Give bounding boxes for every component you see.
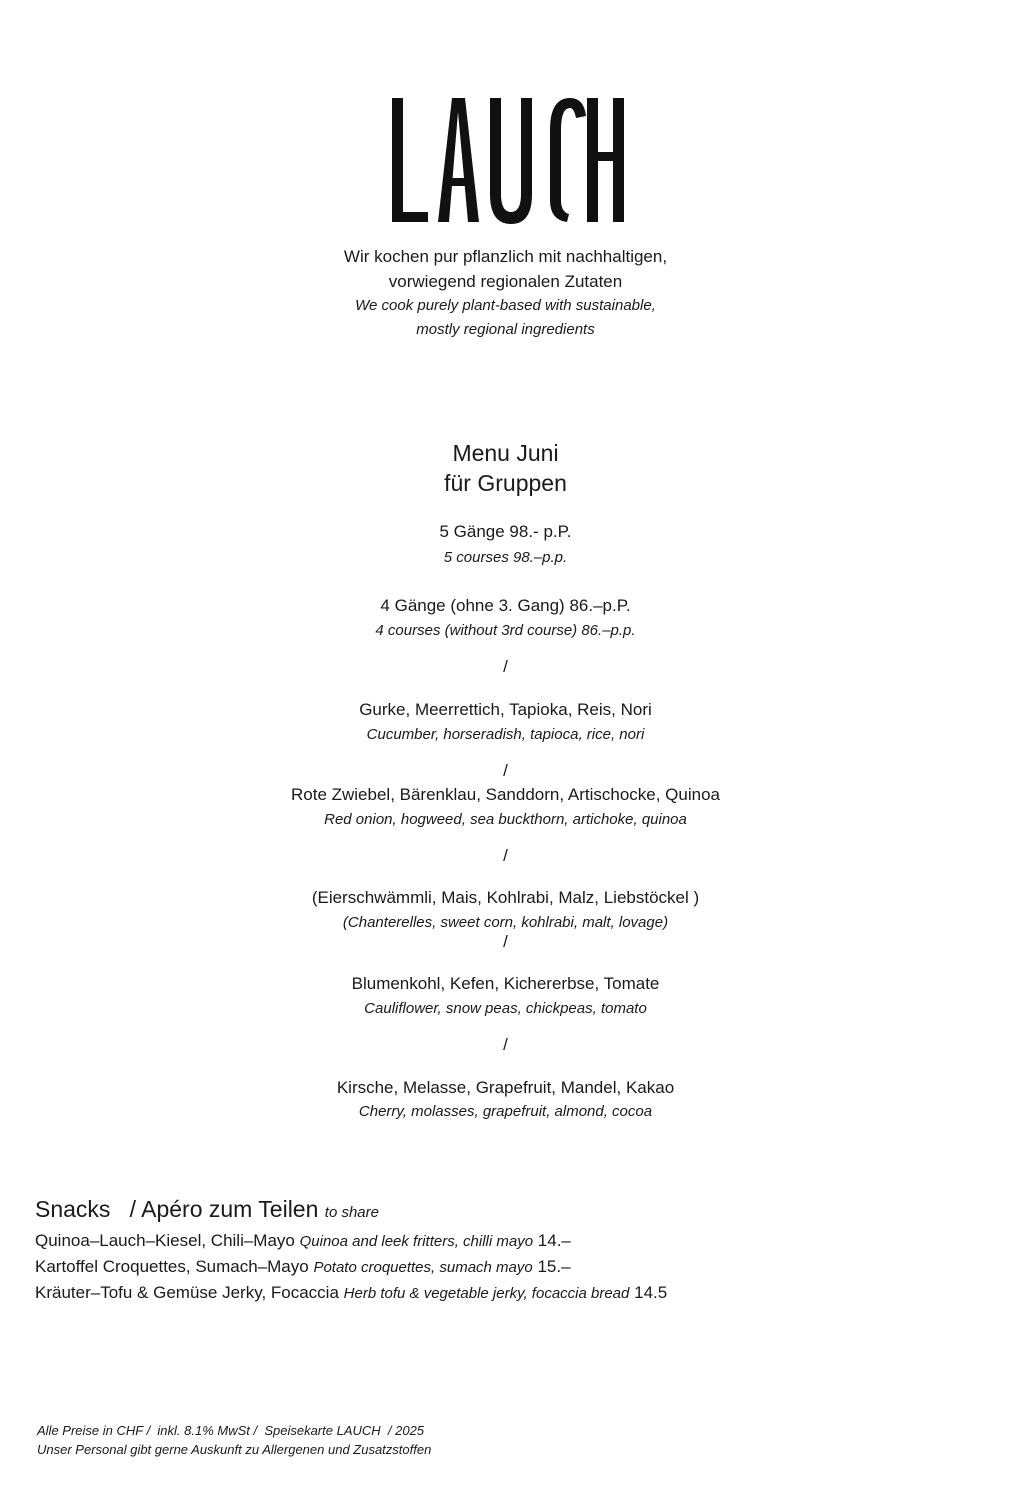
- menu-title: [0, 438, 1011, 498]
- course-2-en: Red onion, hogweed, sea buckthorn, artichoke, quinoa: [324, 811, 687, 828]
- tagline: [0, 244, 1011, 342]
- lauch-logo-wordmark: [386, 92, 626, 227]
- snack-item: [35, 1228, 667, 1254]
- course-3-en: (Chanterelles, sweet corn, kohlrabi, malt, lovage): [342, 914, 669, 931]
- price-5-courses-de: 5 Gänge 98.- p.P.: [439, 522, 572, 541]
- course-3-de: (Eierschwämmli, Mais, Kohlrabi, Malz, Liebstöckel ): [311, 888, 700, 907]
- tagline-de-line-2: vorwiegend regionalen Zutaten: [388, 272, 623, 291]
- tagline-en-line-2: mostly regional ingredients: [416, 321, 595, 338]
- menu-title-line-1: Menu Juni: [452, 440, 559, 466]
- course-5-en: Cherry, molasses, grapefruit, almond, cocoa: [358, 1103, 653, 1120]
- price-4-courses-de: 4 Gänge (ohne 3. Gang) 86.–p.P.: [380, 596, 631, 615]
- snacks-section: [35, 1194, 667, 1306]
- course-1-de: Gurke, Meerrettich, Tapioka, Reis, Nori: [359, 700, 652, 719]
- snack-item-de: Quinoa–Lauch–Kiesel, Chili–Mayo: [35, 1231, 295, 1250]
- snack-item-en: Quinoa and leek fritters, chilli mayo: [299, 1233, 534, 1250]
- snacks-heading: [35, 1194, 667, 1228]
- separator: /: [503, 1035, 508, 1054]
- snack-item-price: 14.5: [634, 1283, 668, 1302]
- snacks-share-label: to share: [324, 1204, 379, 1221]
- course-1-en: Cucumber, horseradish, tapioca, rice, nori: [366, 726, 645, 743]
- tagline-en-line-1: We cook purely plant-based with sustainable,: [355, 297, 656, 314]
- snack-item-en: Herb tofu & vegetable jerky, focaccia bread: [343, 1285, 630, 1302]
- snack-item-de: Kartoffel Croquettes, Sumach–Mayo: [35, 1257, 309, 1276]
- price-5-courses-en: 5 courses 98.–p.p.: [443, 549, 568, 566]
- course-4-en: Cauliflower, snow peas, chickpeas, tomato: [364, 1000, 647, 1017]
- menu-title-line-2: für Gruppen: [444, 470, 567, 496]
- separator: /: [503, 657, 508, 676]
- snack-item-en: Potato croquettes, sumach mayo: [313, 1259, 533, 1276]
- course-4-de: Blumenkohl, Kefen, Kichererbse, Tomate: [351, 974, 660, 993]
- snack-item-price: 14.–: [537, 1231, 571, 1250]
- separator: /: [503, 846, 508, 865]
- footer-line-1: Alle Preise in CHF / inkl. 8.1% MwSt / Speisekarte LAUCH / 2025: [37, 1423, 425, 1438]
- separator: /: [503, 932, 508, 951]
- footer-line-2: Unser Personal gibt gerne Auskunft zu Allergenen und Zusatzstoffen: [37, 1442, 432, 1457]
- separator: /: [503, 761, 508, 780]
- course-2-de: Rote Zwiebel, Bärenklau, Sanddorn, Artischocke, Quinoa: [290, 785, 721, 804]
- course-5-de: Kirsche, Melasse, Grapefruit, Mandel, Kakao: [336, 1078, 675, 1097]
- tagline-de-line-1: Wir kochen pur pflanzlich mit nachhaltigen,: [343, 247, 668, 266]
- restaurant-logo: [0, 92, 1011, 232]
- footer: [37, 1421, 431, 1459]
- snack-item: [35, 1280, 667, 1306]
- price-4-courses-en: 4 courses (without 3rd course) 86.–p.p.: [375, 622, 636, 639]
- snacks-title: Snacks / Apéro zum Teilen: [35, 1196, 319, 1222]
- snack-item: [35, 1254, 667, 1280]
- snack-item-de: Kräuter–Tofu & Gemüse Jerky, Focaccia: [35, 1283, 339, 1302]
- snack-item-price: 15.–: [537, 1257, 571, 1276]
